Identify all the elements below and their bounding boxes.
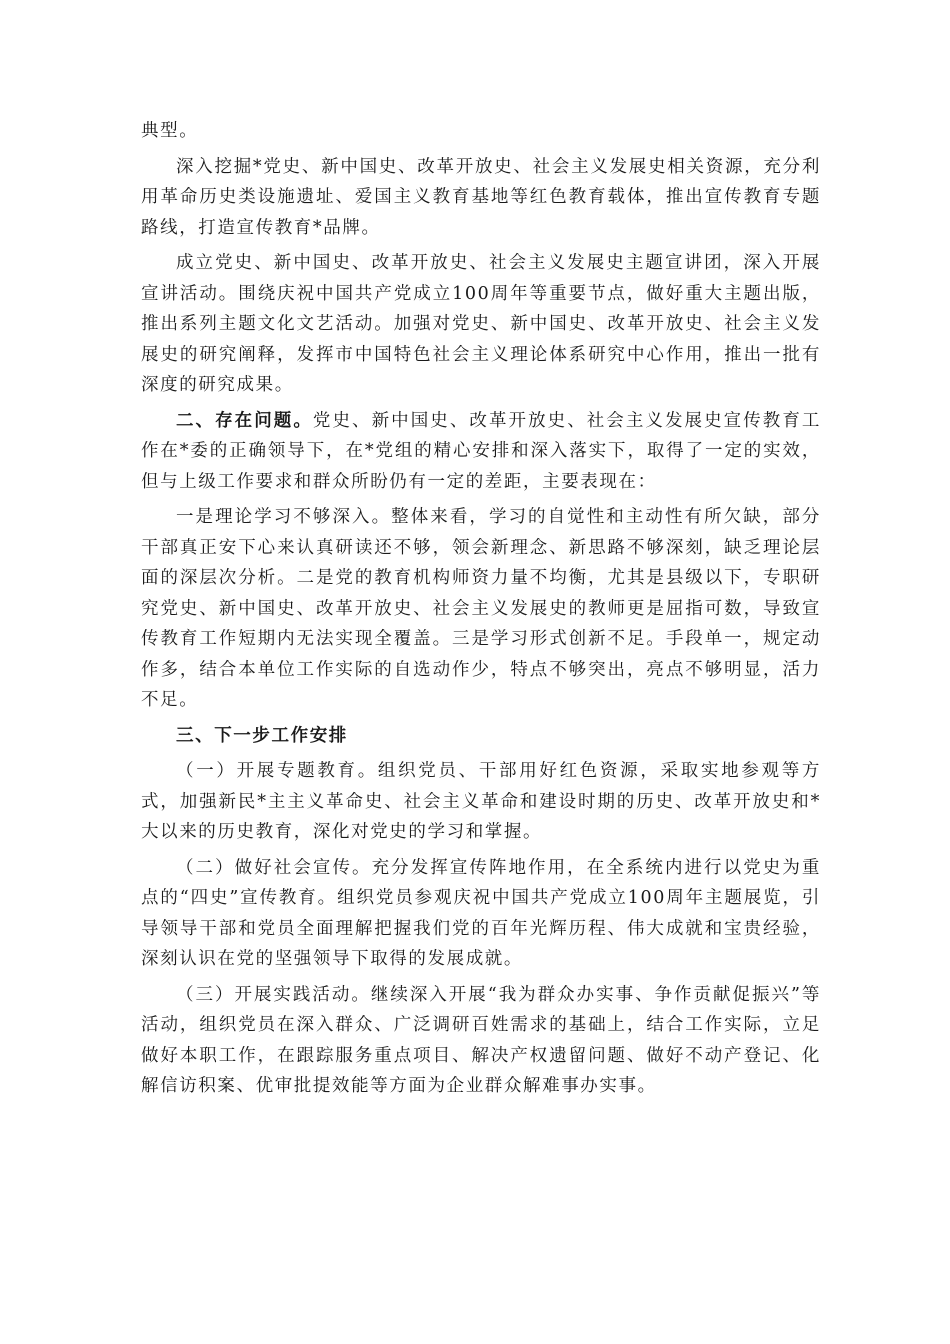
paragraph-topic-education: （一）开展专题教育。组织党员、干部用好红色资源，采取实地参观等方式，加强新民*主主义革命史、社会主义革命和建设时期的历史、改革开放史和*大以来的历史教育，深化对党史的学习和掌握。 — [141, 761, 821, 842]
document-page — [141, 116, 821, 1107]
paragraph-practice-activities: （三）开展实践活动。继续深入开展“我为群众办实事、争作贡献促振兴”等活动，组织党员在深入群众、广泛调研百姓需求的基础上，结合工作实际，立足做好本职工作，在跟踪服务重点项目、解决产权遗留问题、做好不动产登记、化解信访积案、优审批提效能等方面为企业群众解难事办实事。 — [141, 984, 821, 1096]
paragraph-social-publicity: （二）做好社会宣传。充分发挥宣传阵地作用，在全系统内进行以党史为重点的“四史”宣传教育。组织党员参观庆祝中国共产党成立100周年主题展览，引导领导干部和党员全面理解把握我们党的百年光辉历程、伟大成就和宝贵经验，深刻认识在党的坚强领导下取得的发展成就。 — [141, 857, 821, 969]
section-problems-body: 党史、新中国史、改革开放史、社会主义发展史宣传教育工作在*委的正确领导下，在*党组的精心安排和深入落实下，取得了一定的实效，但与上级工作要求和群众所盼仍有一定的差距，主要表现在： — [141, 410, 821, 492]
paragraph-existing-problems — [141, 406, 821, 498]
paragraph-problem-details: 一是理论学习不够深入。整体来看，学习的自觉性和主动性有所欠缺，部分干部真正安下心来认真研读还不够，领会新理念、新思路不够深刻，缺乏理论层面的深层次分析。二是党的教育机构师资力量不均衡，尤其是县级以下，专职研究党史、新中国史、改革开放史、社会主义发展史的教师更是屈指可数，导致宣传教育工作短期内无法实现全覆盖。三是学习形式创新不足。手段单一，规定动作多，结合本单位工作实际的自选动作少，特点不够突出，亮点不够明显，活力不足。 — [141, 507, 821, 710]
paragraph-lecture-group: 成立党史、新中国史、改革开放史、社会主义发展史主题宣讲团，深入开展宣讲活动。围绕庆祝中国共产党成立100周年等重要节点，做好重大主题出版，推出系列主题文化文艺活动。加强对党史、新中国史、改革开放史、社会主义发展史的研究阐释，发挥市中国特色社会主义理论体系研究中心作用，推出一批有深度的研究成果。 — [141, 253, 821, 395]
paragraph-red-resources: 深入挖掘*党史、新中国史、改革开放史、社会主义发展史相关资源，充分利用革命历史类设施遗址、爱国主义教育基地等红色教育载体，推出宣传教育专题路线，打造宣传教育*品牌。 — [141, 156, 821, 238]
paragraph-continuation: 典型。 — [141, 121, 199, 141]
section-heading-problems: 二、存在问题。 — [176, 410, 313, 431]
section-heading-next-steps: 三、下一步工作安排 — [176, 725, 348, 746]
